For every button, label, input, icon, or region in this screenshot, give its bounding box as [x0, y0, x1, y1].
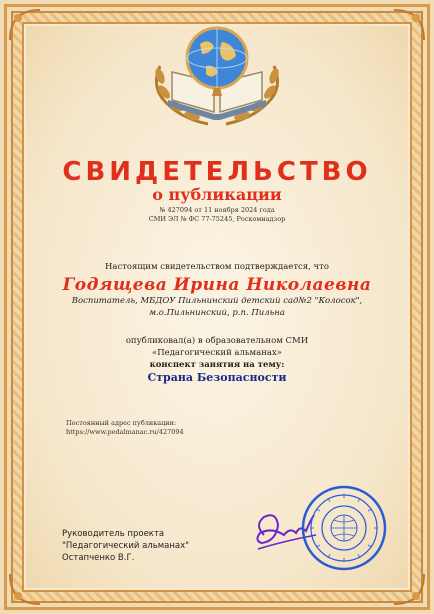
signer-title: Руководитель проекта — [62, 529, 165, 539]
publication-url[interactable]: https://www.pedalmanac.ru/427094 — [66, 428, 184, 436]
corner-ornament-icon — [8, 572, 42, 606]
media-name: «Педагогический альманах» — [152, 348, 282, 358]
address-label: Постоянный адрес публикации: — [66, 419, 177, 427]
material-type: конспект занятия на тему: — [149, 360, 285, 370]
corner-ornament-icon — [392, 572, 426, 606]
recipient-position-line2: м.о.Пильнинский, р.п. Пильна — [149, 308, 285, 318]
confirmation-text: Настоящим свидетельством подтверждается, что — [104, 262, 329, 272]
signer-name: Остапченко В.Г. — [62, 553, 135, 563]
publication-topic: Страна Безопасности — [147, 371, 287, 384]
corner-ornament-icon — [392, 8, 426, 42]
corner-ornament-icon — [8, 8, 42, 42]
certificate-number: № 427094 от 11 ноября 2024 года — [159, 206, 275, 214]
book-globe-emblem-icon — [148, 14, 286, 134]
certificate-subtitle: о публикации — [152, 185, 282, 204]
published-text: опубликовал(а) в образовательном СМИ — [125, 336, 309, 346]
signer-project: "Педагогический альманах" — [62, 541, 190, 551]
recipient-position-line1: Воспитатель, МБДОУ Пильнинский детский сад№2 "Колосок", — [71, 296, 363, 306]
stamp-seal-icon — [300, 484, 388, 572]
certificate-title: СВИДЕТЕЛЬСТВО — [62, 157, 372, 187]
recipient-name: Годящева Ирина Николаевна — [62, 275, 372, 295]
media-registry: СМИ ЭЛ № ФС 77-75245, Роскомнадзор — [148, 215, 286, 223]
